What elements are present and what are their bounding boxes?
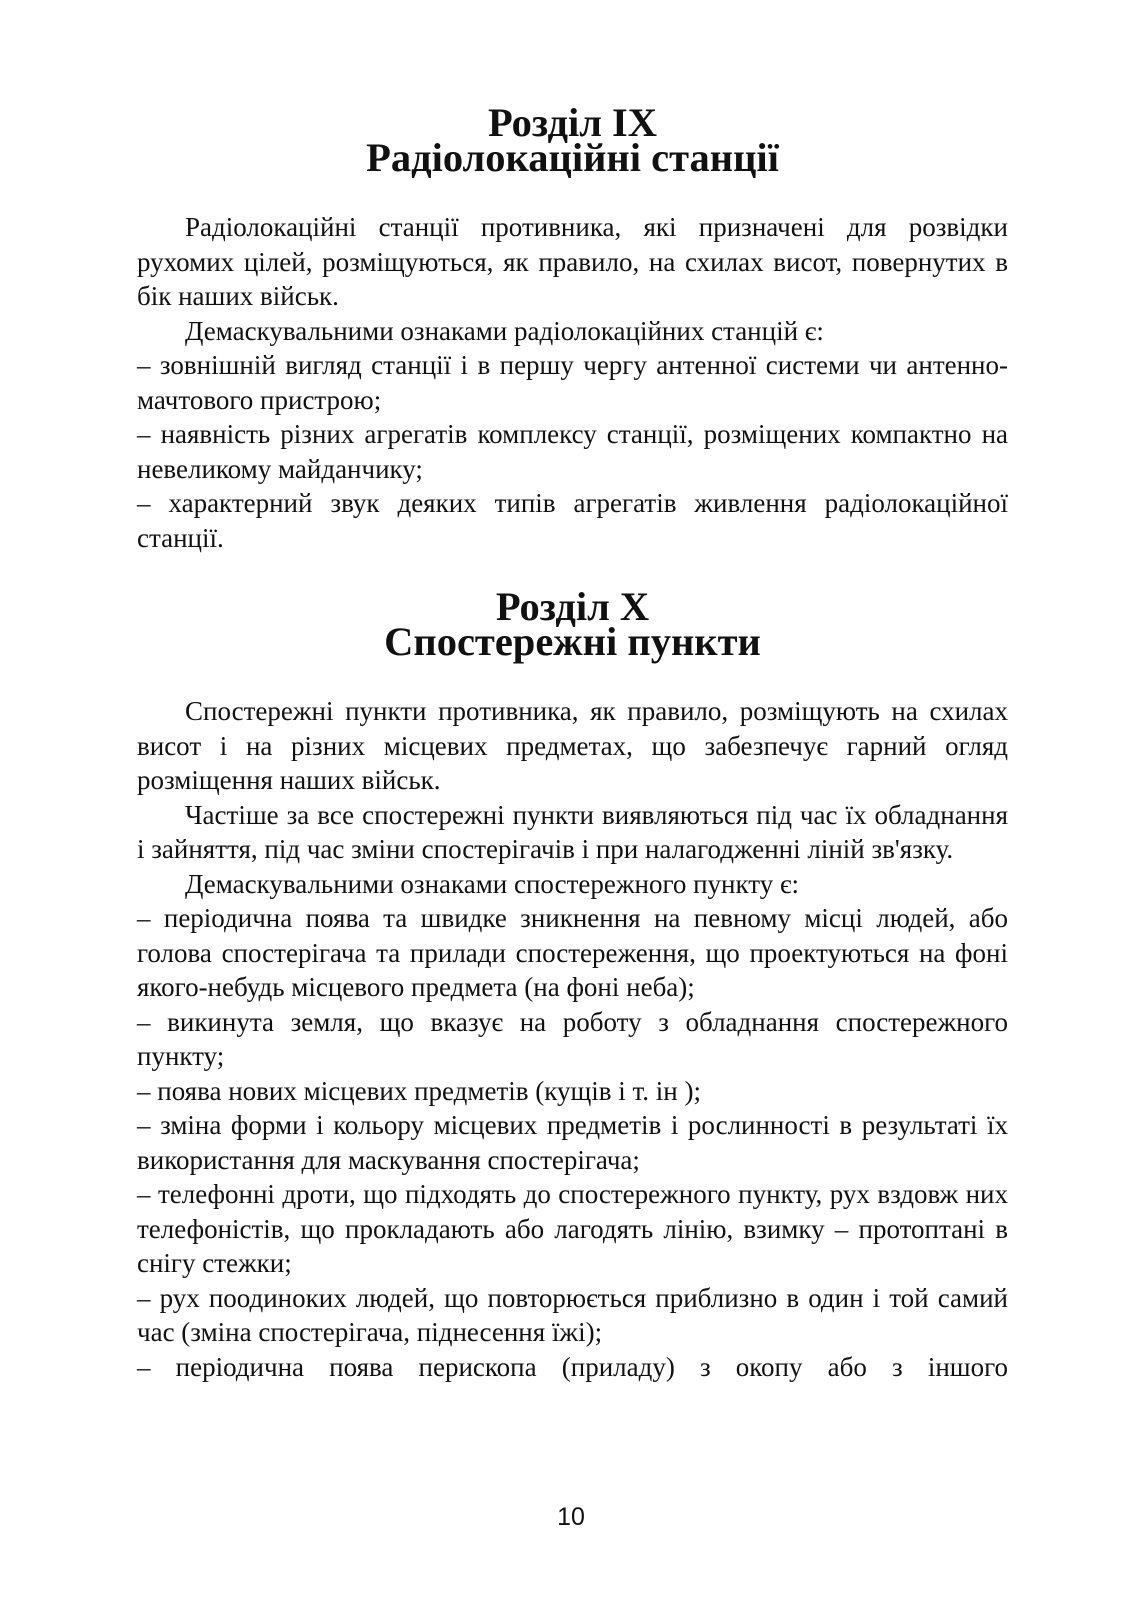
section-10-bullet-7: – періодична поява перископа (приладу) з окопу або з іншого — [137, 1351, 1008, 1382]
section-10-paragraph-3: Демаскувальними ознаками спостережного пункту є: — [185, 868, 800, 899]
section-10-paragraph-1: Спостережні пункти противника, як правило, розміщують на схилах висот і на різних місцевих предметах, що забезпечує гарний огляд розміщення наших військ. — [137, 696, 1008, 795]
section-10-paragraph-2: Частіше за все спостережні пункти виявляються під час їх обладнання і зайняття, під час зміни спостерігачів і при налагодженні ліній зв'язку. — [137, 799, 1008, 864]
section-10-bullet-5: – телефонні дроти, що підходять до спостережного пункту, рух вздовж них телефоністів, що прокладають або лагодять лінію, взимку – протоптані в снігу стежки; — [137, 1179, 1008, 1278]
section-9-number: Розділ IX — [487, 100, 658, 145]
section-10-bullet-1: – періодична поява та швидке зникнення на певному місці людей, або голова спостерігача та прилади спостереження, що проектуються на фоні якого-небудь місцевого предмета (на фоні неба); — [137, 903, 1008, 1002]
spacer — [137, 659, 1008, 694]
section-9-bullet-3: – характерний звук деяких типів агрегатів живлення радіолокаційної станції. — [137, 488, 1008, 553]
section-9-title: Радіолокаційні станції — [366, 134, 779, 180]
section-9-heading — [137, 100, 1008, 180]
section-9-paragraph-1: Радіолокаційні станції противника, які призначені для розвідки рухомих цілей, розміщуються, як правило, на схилах висот, повернутих в бік наших військ. — [137, 212, 1008, 311]
section-10-number: Розділ X — [495, 584, 650, 629]
section-10-bullet-3: – поява нових місцевих предметів (кущів і т. ін ); — [137, 1075, 701, 1106]
section-10-bullet-6: – рух поодиноких людей, що повторюється приблизно в один і той самий час (зміна спостерігача, піднесення їжі); — [137, 1282, 1008, 1347]
section-10-bullet-4: – зміна форми і кольору місцевих предметів і рослинності в результаті їх використання для маскування спостерігача; — [137, 1110, 1008, 1175]
page-content — [137, 100, 1008, 1384]
spacer — [137, 175, 1008, 210]
section-9-bullet-2: – наявність різних агрегатів комплексу станції, розміщених компактно на невеликому майданчику; — [137, 419, 1008, 484]
section-10-heading — [137, 584, 1008, 664]
section-9-paragraph-2: Демаскувальними ознаками радіолокаційних станцій є: — [185, 315, 824, 346]
page-number: 10 — [557, 1503, 585, 1531]
section-10-title: Спостережні пункти — [384, 618, 761, 664]
section-10-bullet-2: – викинута земля, що вказує на роботу з обладнання спостережного пункту; — [137, 1006, 1008, 1071]
section-9-bullet-1: – зовнішній вигляд станції і в першу чергу антенної системи чи антенно-мачтового пристрою; — [137, 350, 1008, 415]
